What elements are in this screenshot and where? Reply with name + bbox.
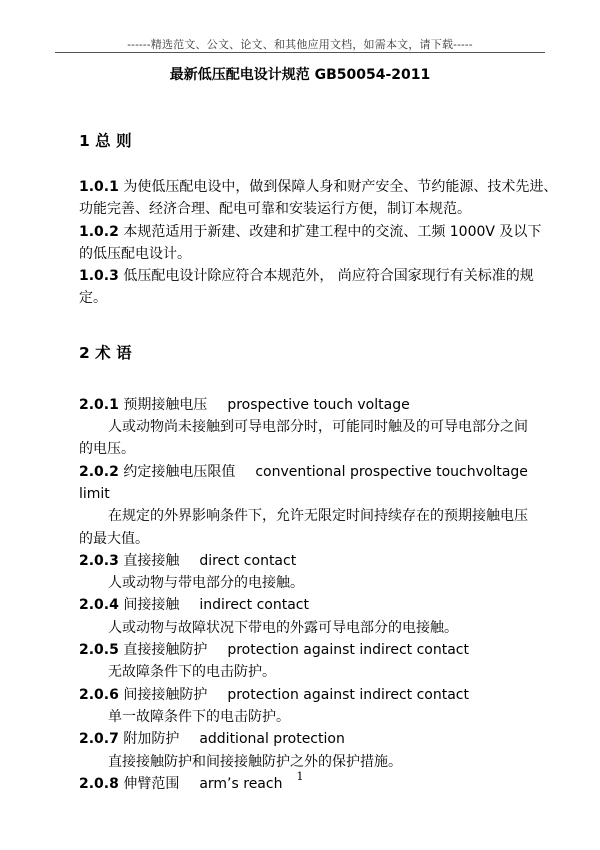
- term-2-0-5: [79, 639, 549, 661]
- clause-1-0-1: [79, 176, 558, 198]
- term-en: protection against indirect contact: [227, 686, 469, 703]
- term-number: 2.0.1: [79, 396, 119, 413]
- clause-1-0-2: [79, 221, 549, 243]
- clause-text: 低压配电设计除应符合本规范外， 尚应符合国家现行有关标准的规: [118, 268, 534, 285]
- clause-number: 1.0.1: [79, 179, 119, 195]
- term-cn: 间接接触防护: [118, 686, 208, 703]
- term-definition-cont: 的最大值。: [79, 530, 149, 547]
- clause-1-0-1-cont: 功能完善、经济合理、配电可靠和安装运行方便，制订本规范。: [79, 201, 471, 218]
- section-heading-terms: 2 术 语: [79, 343, 132, 362]
- term-definition: 人或动物与故障状况下带电的外露可导电部分的电接触。: [108, 619, 458, 636]
- section-heading-general: 1 总 则: [79, 132, 132, 150]
- term-definition-cont: 的电压。: [79, 441, 135, 458]
- term-definition: 人或动物尚未接触到可导电部分时，可能同时触及的可导电部分之间: [108, 419, 528, 436]
- header-rule: [55, 52, 545, 53]
- term-number: 2.0.6: [79, 686, 119, 703]
- term-en: arm’s reach: [199, 775, 283, 792]
- term-2-0-4: [79, 594, 549, 616]
- term-number: 2.0.5: [79, 642, 119, 659]
- term-number: 2.0.3: [79, 552, 119, 569]
- term-number: 2.0.7: [79, 731, 119, 748]
- term-en: direct contact: [199, 552, 297, 569]
- term-definition: 无故障条件下的电击防护。: [108, 664, 276, 681]
- term-cn: 约定接触电压限值: [118, 463, 236, 480]
- term-cn: 间接接触: [118, 597, 180, 614]
- clause-text: 本规范适用于新建、改建和扩建工程中的交流、工频 1000V 及以下: [118, 223, 542, 240]
- page-header: ------精选范文、公文、论文、和其他应用文档，如需本文，请下载-----: [127, 38, 473, 51]
- term-en: indirect contact: [199, 597, 309, 614]
- term-number: 2.0.4: [79, 597, 119, 614]
- term-cn: 直接接触: [118, 552, 180, 569]
- document-body: [79, 128, 558, 795]
- term-definition: 单一故障条件下的电击防护。: [108, 708, 290, 725]
- term-cn: 伸臂范围: [118, 775, 180, 792]
- term-en-cont: limit: [79, 485, 110, 502]
- term-en: conventional prospective touchvoltage: [255, 463, 528, 480]
- term-2-0-2: [79, 461, 549, 483]
- term-cn: 附加防护: [118, 731, 180, 748]
- clause-number: 1.0.2: [79, 223, 119, 240]
- term-cn: 预期接触电压: [118, 396, 208, 413]
- term-en: additional protection: [199, 731, 345, 748]
- term-cn: 直接接触防护: [118, 642, 208, 659]
- term-en: prospective touch voltage: [227, 396, 410, 413]
- clause-number: 1.0.3: [79, 268, 119, 285]
- term-number: 2.0.2: [79, 463, 119, 480]
- term-number: 2.0.8: [79, 775, 119, 792]
- term-en: protection against indirect contact: [227, 642, 469, 659]
- term-2-0-1: [79, 394, 549, 416]
- term-2-0-7: [79, 728, 549, 750]
- clause-text: 为使低压配电设中，做到保障人身和财产安全、节约能源、技术先进、: [118, 179, 558, 195]
- term-definition: 人或动物与带电部分的电接触。: [108, 575, 304, 592]
- term-definition: 直接接触防护和间接接触防护之外的保护措施。: [108, 753, 402, 770]
- clause-1-0-2-cont: 的低压配电设计。: [79, 245, 191, 262]
- page-number: 1: [296, 770, 304, 783]
- term-2-0-3: [79, 550, 549, 572]
- clause-1-0-3-cont: 定。: [79, 290, 107, 307]
- clause-1-0-3: [79, 265, 549, 287]
- document-title: 最新低压配电设计规范 GB50054-2011: [169, 67, 431, 83]
- term-definition: 在规定的外界影响条件下，允许无限定时间持续存在的预期接触电压: [108, 508, 528, 525]
- term-2-0-6: [79, 684, 549, 706]
